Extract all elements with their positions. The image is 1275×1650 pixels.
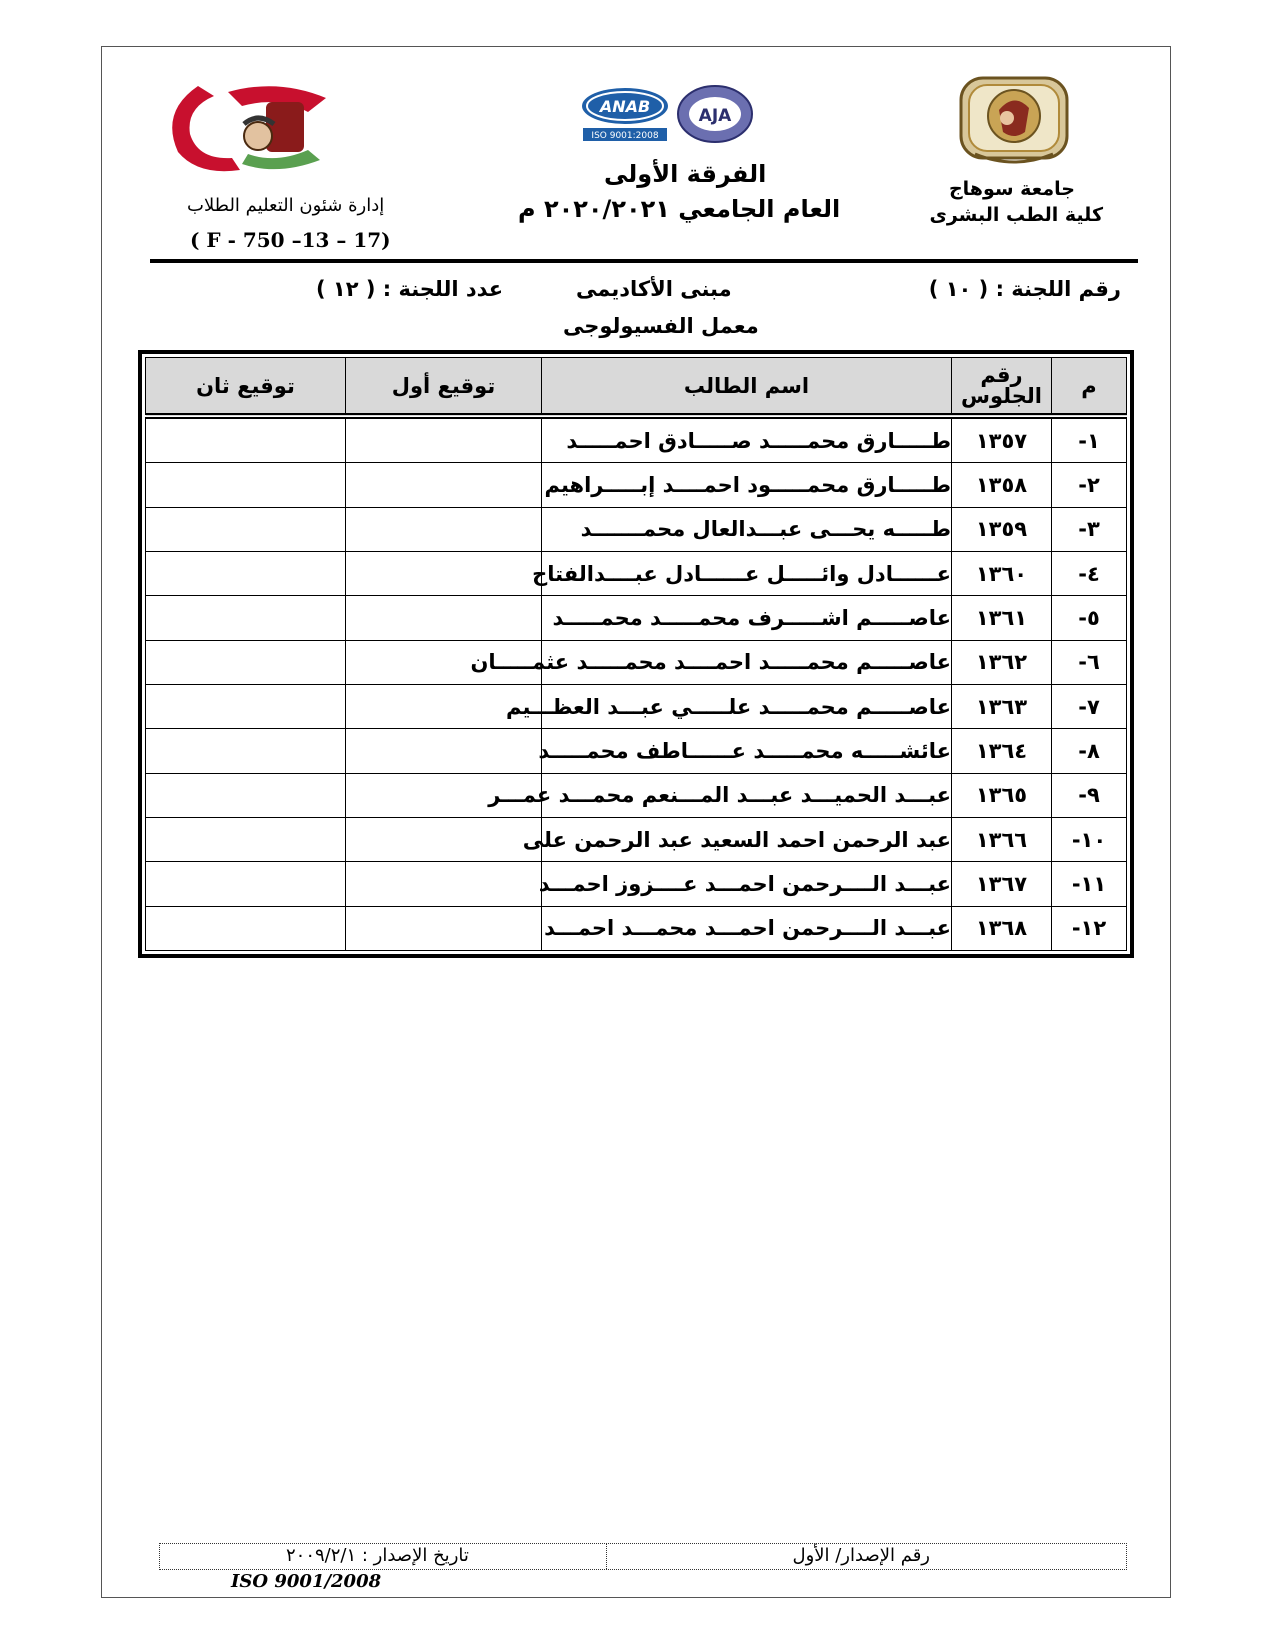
second-signature-cell[interactable] — [146, 773, 346, 817]
seat-number: ١٣٦٤ — [952, 729, 1052, 773]
aja-logo — [676, 84, 754, 144]
first-signature-cell[interactable] — [346, 507, 542, 551]
university-name: جامعة سوهاج — [948, 178, 1075, 200]
seat-number: ١٣٦٢ — [952, 640, 1052, 684]
student-name: عبـــد الــــرحمن احمـــد محمـــد احمـــد — [542, 906, 952, 950]
table-row — [146, 906, 1127, 950]
student-name: عاصـــــم اشـــــرف محمـــــد محمـــــد — [542, 596, 952, 640]
issue-number: رقم الإصدار/ الأول — [792, 1545, 930, 1566]
student-name: عاصـــــم محمـــــد احمــــد محمـــــد عثمـــــان — [542, 640, 952, 684]
first-signature-cell[interactable] — [346, 817, 542, 861]
issue-date: تاريخ الإصدار : ٢٠٠٩/٢/١ — [286, 1545, 469, 1566]
seat-number: ١٣٥٨ — [952, 463, 1052, 507]
department-name: إدارة شئون التعليم الطلاب — [187, 195, 385, 216]
table-row — [146, 684, 1127, 728]
committee-building: مبنى الأكاديمى — [576, 277, 732, 301]
table-row — [146, 416, 1127, 463]
row-number: ١٠- — [1052, 817, 1127, 861]
col-header-number: م — [1052, 358, 1127, 417]
sohag-university-emblem — [955, 70, 1073, 170]
row-number: ١- — [1052, 416, 1127, 463]
committee-count: عدد اللجنة : ( ١٢ ) — [316, 277, 504, 301]
table-row — [146, 729, 1127, 773]
col-header-seat — [952, 358, 1052, 417]
iso-standard: ISO 9001/2008 — [231, 1571, 382, 1592]
row-number: ٨- — [1052, 729, 1127, 773]
row-number: ٤- — [1052, 552, 1127, 596]
second-signature-cell[interactable] — [146, 416, 346, 463]
second-signature-cell[interactable] — [146, 552, 346, 596]
seat-number: ١٣٦١ — [952, 596, 1052, 640]
faculty-name: كلية الطب البشرى — [929, 204, 1103, 226]
svg-text:ISO 9001:2008: ISO 9001:2008 — [591, 131, 659, 141]
table-row — [146, 596, 1127, 640]
student-name: طـــــارق محمـــــد صـــــادق احمـــــد — [542, 416, 952, 463]
table-body — [146, 416, 1127, 951]
student-name: عبـــد الــــرحمن احمـــد عــــزوز احمـــد — [542, 862, 952, 906]
student-name: عائشـــــه محمـــــد عــــــاطف محمـــــد — [542, 729, 952, 773]
second-signature-cell[interactable] — [146, 862, 346, 906]
table-header-row — [146, 358, 1127, 417]
second-signature-cell[interactable] — [146, 507, 346, 551]
row-number: ١١- — [1052, 862, 1127, 906]
student-roster-table — [138, 350, 1134, 958]
row-number: ٧- — [1052, 684, 1127, 728]
row-number: ٥- — [1052, 596, 1127, 640]
seat-number: ١٣٥٩ — [952, 507, 1052, 551]
col-header-first-signature: توقيع أول — [346, 358, 542, 417]
col-header-student-name: اسم الطالب — [542, 358, 952, 417]
student-name: طـــــه يحـــى عبـــدالعال محمـــــــد — [542, 507, 952, 551]
table-row — [146, 507, 1127, 551]
second-signature-cell[interactable] — [146, 640, 346, 684]
first-signature-cell[interactable] — [346, 416, 542, 463]
col-header-seat-line1: رقم — [980, 362, 1023, 387]
header-divider — [150, 259, 1138, 263]
svg-text:AJA: AJA — [698, 106, 732, 126]
student-name: عبـــد الحميـــد عبـــد المـــنعم محمـــد عمـــر — [542, 773, 952, 817]
first-signature-cell[interactable] — [346, 729, 542, 773]
second-signature-cell[interactable] — [146, 817, 346, 861]
committee-number: رقم اللجنة : ( ١٠ ) — [928, 277, 1121, 301]
seat-number: ١٣٦٧ — [952, 862, 1052, 906]
table-row — [146, 773, 1127, 817]
row-number: ٣- — [1052, 507, 1127, 551]
row-number: ٦- — [1052, 640, 1127, 684]
first-signature-cell[interactable] — [346, 596, 542, 640]
table-row — [146, 640, 1127, 684]
table-row — [146, 817, 1127, 861]
second-signature-cell[interactable] — [146, 729, 346, 773]
student-name: طـــــارق محمـــــود احمــــد إبـــــراهيم — [542, 463, 952, 507]
first-signature-cell[interactable] — [346, 906, 542, 950]
committee-lab: معمل الفسيولوجى — [563, 314, 759, 338]
seat-number: ١٣٦٥ — [952, 773, 1052, 817]
anab-logo — [580, 86, 670, 142]
second-signature-cell[interactable] — [146, 596, 346, 640]
first-signature-cell[interactable] — [346, 463, 542, 507]
second-signature-cell[interactable] — [146, 684, 346, 728]
second-signature-cell[interactable] — [146, 463, 346, 507]
footer-divider — [606, 1544, 607, 1569]
table-row — [146, 552, 1127, 596]
form-code: ( F - 750 –13 – 17) — [190, 228, 391, 252]
student-name: عبد الرحمن احمد السعيد عبد الرحمن على — [542, 817, 952, 861]
seat-number: ١٣٦٦ — [952, 817, 1052, 861]
academic-year: العام الجامعي ٢٠٢٠/٢٠٢١ م — [518, 195, 841, 223]
row-number: ٢- — [1052, 463, 1127, 507]
row-number: ١٢- — [1052, 906, 1127, 950]
seat-number: ١٣٥٧ — [952, 416, 1052, 463]
faculty-medicine-logo — [158, 72, 338, 177]
col-header-seat-line2: الجلوس — [961, 383, 1042, 408]
student-name: عــــــادل وائـــــل عــــــادل عبــــدالفتاح — [542, 552, 952, 596]
seat-number: ١٣٦٨ — [952, 906, 1052, 950]
table-row — [146, 463, 1127, 507]
student-name: عاصـــــم محمـــــد علـــــي عبـــد العظـــيم — [542, 684, 952, 728]
col-header-second-signature: توقيع ثان — [146, 358, 346, 417]
table-row — [146, 862, 1127, 906]
second-signature-cell[interactable] — [146, 906, 346, 950]
seat-number: ١٣٦٠ — [952, 552, 1052, 596]
first-signature-cell[interactable] — [346, 862, 542, 906]
seat-number: ١٣٦٣ — [952, 684, 1052, 728]
year-group: الفرقة الأولى — [604, 160, 767, 188]
first-signature-cell[interactable] — [346, 552, 542, 596]
row-number: ٩- — [1052, 773, 1127, 817]
svg-text:ANAB: ANAB — [599, 97, 651, 116]
